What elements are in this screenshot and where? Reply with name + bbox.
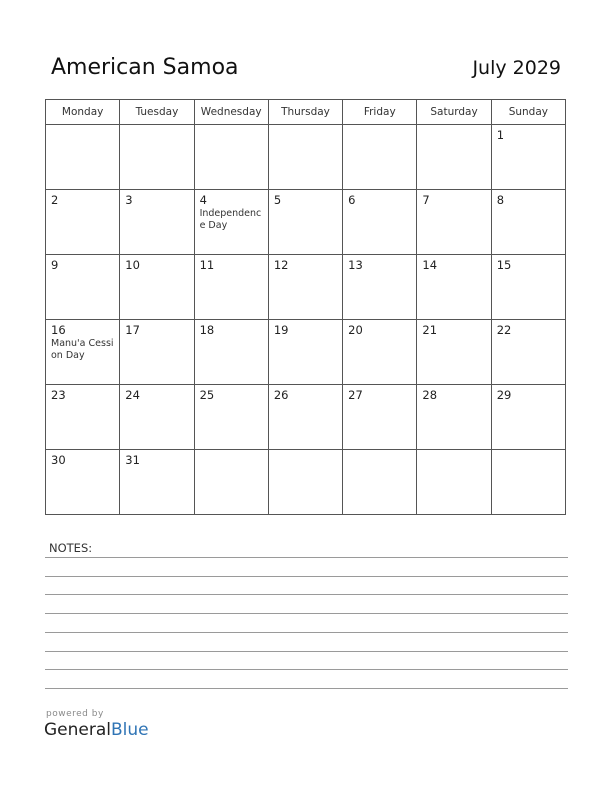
day-cell <box>268 320 342 385</box>
day-number: 6 <box>348 193 356 207</box>
day-number: 24 <box>125 388 140 402</box>
day-number: 27 <box>348 388 363 402</box>
day-number: 9 <box>51 258 59 272</box>
day-cell <box>268 125 342 190</box>
day-cell <box>268 450 342 515</box>
day-cell <box>120 385 194 450</box>
day-number: 21 <box>422 323 438 337</box>
day-cell <box>268 385 342 450</box>
week-row <box>46 450 566 515</box>
calendar-country-title: American Samoa <box>51 55 239 80</box>
brand-logo <box>44 720 149 740</box>
day-cell <box>491 450 565 515</box>
day-number: 3 <box>125 193 133 207</box>
day-cell <box>46 385 120 450</box>
day-cell <box>417 385 491 450</box>
day-cell <box>120 450 194 515</box>
day-number: 14 <box>422 258 438 272</box>
weekday-header: Monday <box>46 100 120 125</box>
week-row <box>46 190 566 255</box>
day-cell <box>120 190 194 255</box>
day-number: 12 <box>273 258 289 272</box>
weekday-header: Friday <box>343 100 417 125</box>
weekday-header: Sunday <box>491 100 565 125</box>
note-line <box>45 651 568 652</box>
day-number: 29 <box>496 388 512 402</box>
weekday-header: Thursday <box>268 100 342 125</box>
weekday-header-row <box>46 100 566 125</box>
brand-logo-general: General <box>44 720 111 740</box>
note-line <box>45 632 568 633</box>
week-row <box>46 320 566 385</box>
brand-logo-blue: Blue <box>111 720 149 740</box>
day-number: 11 <box>199 258 215 272</box>
holiday-label: Manu'a Cession Day <box>51 338 114 362</box>
day-cell <box>120 125 194 190</box>
weekday-header: Tuesday <box>120 100 194 125</box>
week-row <box>46 255 566 320</box>
day-cell <box>417 255 491 320</box>
day-number: 5 <box>273 193 282 207</box>
day-number: 26 <box>273 388 289 402</box>
day-cell <box>491 255 565 320</box>
day-cell <box>194 190 268 255</box>
note-line <box>45 594 568 595</box>
day-cell <box>417 190 491 255</box>
day-number: 8 <box>496 193 505 207</box>
calendar-grid <box>45 99 566 515</box>
weekday-header: Saturday <box>417 100 491 125</box>
day-number: 15 <box>496 258 512 272</box>
day-cell <box>343 320 417 385</box>
day-cell <box>268 190 342 255</box>
week-row <box>46 125 566 190</box>
note-line <box>45 669 568 670</box>
day-cell <box>491 320 565 385</box>
day-number: 22 <box>496 323 512 337</box>
day-cell <box>491 385 565 450</box>
day-cell <box>120 320 194 385</box>
day-cell <box>417 320 491 385</box>
day-cell <box>343 385 417 450</box>
day-number: 30 <box>51 453 66 467</box>
day-cell <box>343 190 417 255</box>
day-number: 28 <box>422 388 438 402</box>
day-cell <box>194 320 268 385</box>
day-cell <box>46 255 120 320</box>
day-number: 10 <box>125 258 140 272</box>
day-cell <box>268 255 342 320</box>
day-number: 20 <box>348 323 363 337</box>
day-number: 31 <box>125 453 140 467</box>
day-number: 25 <box>199 388 215 402</box>
day-cell <box>343 450 417 515</box>
holiday-label: Independence Day <box>199 208 262 232</box>
day-cell <box>194 125 268 190</box>
day-cell <box>194 385 268 450</box>
note-line <box>45 557 568 558</box>
note-line <box>45 688 568 689</box>
day-number: 1 <box>496 128 505 142</box>
day-number: 17 <box>125 323 140 337</box>
day-cell <box>46 320 120 385</box>
day-number: 23 <box>51 388 66 402</box>
day-number: 2 <box>51 193 59 207</box>
day-cell <box>417 450 491 515</box>
day-cell <box>46 125 120 190</box>
day-number: 18 <box>199 323 215 337</box>
day-cell <box>343 255 417 320</box>
day-number: 19 <box>273 323 289 337</box>
day-cell <box>46 450 120 515</box>
day-number: 7 <box>422 193 430 207</box>
week-row <box>46 385 566 450</box>
day-number: 13 <box>348 258 363 272</box>
day-cell <box>46 190 120 255</box>
day-cell <box>417 125 491 190</box>
notes-label: NOTES: <box>49 541 93 555</box>
powered-by-text: powered by <box>46 709 104 719</box>
day-cell <box>120 255 194 320</box>
day-cell <box>491 125 565 190</box>
day-cell <box>194 255 268 320</box>
calendar-month-title: July 2029 <box>472 57 561 79</box>
day-cell <box>343 125 417 190</box>
day-cell <box>194 450 268 515</box>
note-line <box>45 576 568 577</box>
note-line <box>45 613 568 614</box>
day-cell <box>491 190 565 255</box>
day-number: 4 <box>199 193 207 207</box>
day-number: 16 <box>51 323 66 337</box>
weekday-header: Wednesday <box>194 100 268 125</box>
